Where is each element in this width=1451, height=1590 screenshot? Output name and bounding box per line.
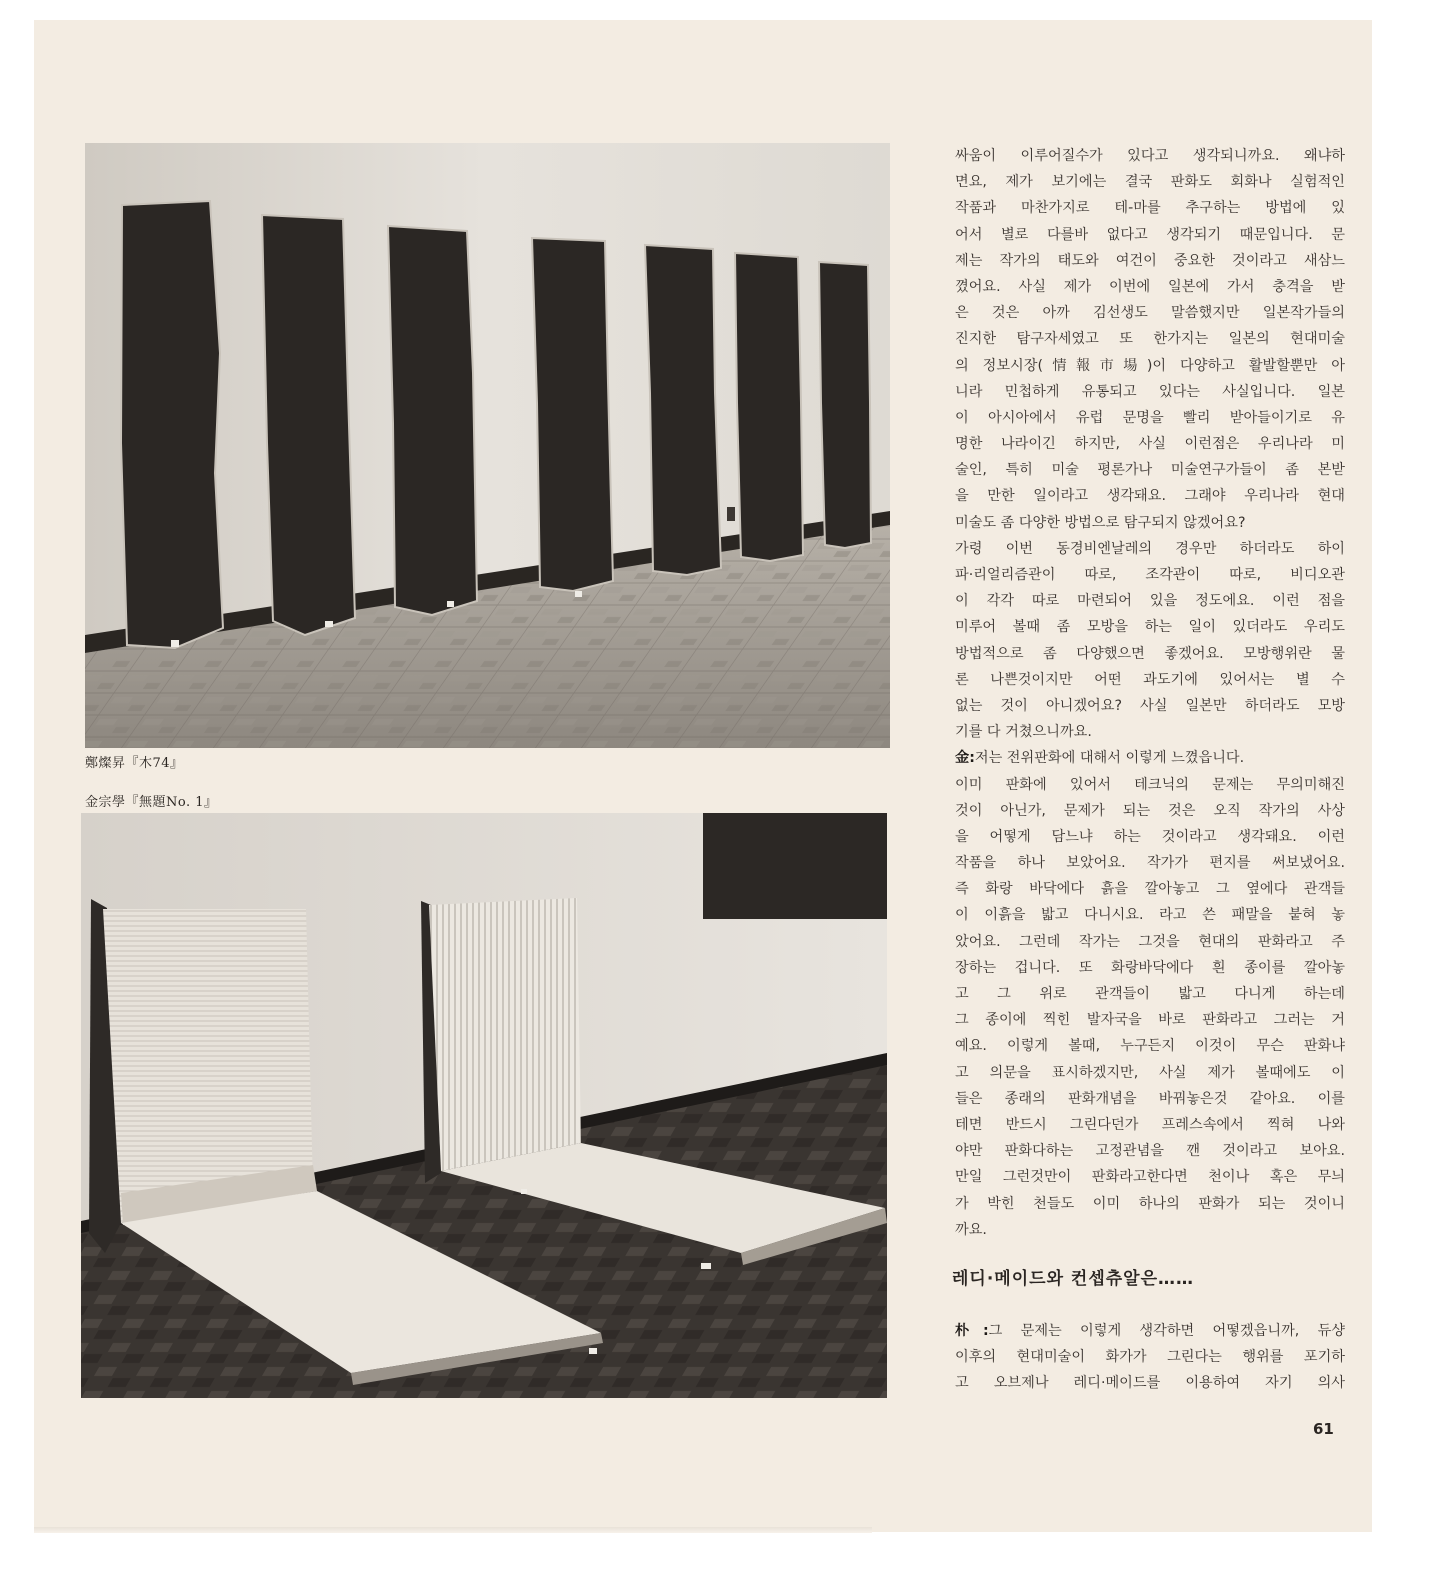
body-line: 없는 것이 아니겠어요? 사실 일본만 하더라도 모방 xyxy=(955,697,1345,714)
body-line: 싸움이 이루어질수가 있다고 생각되니까요. 왜냐하 xyxy=(955,148,1345,164)
body-line: 꼈어요. 사실 제가 이번에 일본에 가서 충격을 받 xyxy=(955,278,1345,295)
body-line: 가 박힌 천들도 이미 하나의 판화가 되는 것이니 xyxy=(955,1195,1345,1212)
park-paragraph-start xyxy=(955,1318,1345,1344)
body-line: 술인, 특히 미술 평론가나 미술연구가들이 좀 본받 xyxy=(955,462,1345,479)
body-line: 들은 종래의 판화개념을 바꿔놓은것 같아요. 이를 xyxy=(955,1090,1345,1107)
body-line: 고 그 위로 관객들이 밟고 다니게 하는데 xyxy=(955,986,1345,1002)
body-line: 이후의 현대미술이 화가가 그린다는 행위를 포기하 xyxy=(955,1349,1345,1366)
body-line: 니라 민첩하게 유통되고 있다는 사실입니다. 일본 xyxy=(955,383,1345,400)
body-line: 이 각각 따로 마련되어 있을 정도에요. 이런 점을 xyxy=(955,593,1345,610)
body-line: 야만 판화다하는 고정관념을 깬 것이라고 보아요. xyxy=(955,1143,1345,1160)
body-line: 장하는 겁니다. 또 화랑바닥에다 흰 종이를 깔아놓 xyxy=(955,959,1345,976)
body-line: 저는 전위판화에 대해서 이렇게 느꼈읍니다. xyxy=(974,750,1245,767)
article-column xyxy=(955,143,1345,1243)
photo2-caption: 金宗學『無題No. 1』 xyxy=(85,795,218,810)
body-line: 가령 이번 동경비엔날레의 경우만 하더라도 하이 xyxy=(955,540,1345,557)
print-installation-photo xyxy=(81,813,887,1398)
body-line: 명한 나라이긴 하지만, 사실 이런점은 우리나라 미 xyxy=(955,436,1345,453)
print-installation-photo-graphic xyxy=(81,813,887,1398)
body-line: 그 종이에 찍힌 발자국을 바로 판화라고 그러는 거 xyxy=(955,1012,1345,1029)
body-line: 이 아시아에서 유럽 문명을 빨리 받아들이기로 유 xyxy=(955,409,1345,426)
body-line: 고 오브제나 레디·메이드를 이용하여 자기 의사 xyxy=(955,1375,1345,1392)
body-line: 미루어 볼때 좀 모방을 하는 일이 있더라도 우리도 xyxy=(955,619,1345,636)
body-line: 테면 반드시 그린다던가 프레스속에서 찍혀 나와 xyxy=(955,1116,1345,1133)
body-line: 이 이흙을 밟고 다니시요. 라고 쓴 패말을 붙혀 놓 xyxy=(955,907,1345,924)
body-line: 고 의문을 표시하겠지만, 사실 제가 볼때에도 이 xyxy=(955,1064,1345,1081)
section-heading: 레디·메이드와 컨셉츄알은…… xyxy=(952,1269,1195,1289)
wood-planks-installation-photo xyxy=(85,143,890,748)
body-line: 의 정보시장(情報市場)이 다양하고 활발할뿐만 아 xyxy=(955,357,1345,374)
body-line: 즉 화랑 바닥에다 흙을 깔아놓고 그 옆에다 관객들 xyxy=(955,881,1345,898)
speaker-park: 朴: xyxy=(955,1323,989,1339)
body-line: 을 만한 일이라고 생각돼요. 그래야 우리나라 현대 xyxy=(955,488,1345,505)
body-line: 미술도 좀 다양한 방법으로 탐구되지 않겠어요? xyxy=(955,514,1246,531)
photo1-caption: 鄭燦昇『木74』 xyxy=(85,756,184,771)
article-column-continued xyxy=(955,1318,1345,1397)
body-line: 이미 판화에 있어서 테크닉의 문제는 무의미해진 xyxy=(955,776,1345,793)
body-line: 파·리얼리즘관이 따로, 조각관이 따로, 비디오관 xyxy=(955,567,1345,583)
body-line: 았어요. 그런데 작가는 그것을 현대의 판화라고 주 xyxy=(955,933,1345,950)
body-line: 어서 별로 다를바 없다고 생각되기 때문입니다. 문 xyxy=(955,226,1345,243)
body-line: 진지한 탐구자세였고 또 한가지는 일본의 현대미술 xyxy=(955,331,1345,348)
body-line: 기를 다 거쳤으니까요. xyxy=(955,724,1092,741)
body-line: 론 나쁜것이지만 어떤 과도기에 있어서는 별 수 xyxy=(955,671,1345,688)
kim-paragraph-start xyxy=(955,745,1345,771)
body-line: 작품을 하나 보았어요. 작가가 편지를 써보냈어요. xyxy=(955,855,1345,872)
body-line: 만일 그런것만이 판화라고한다면 천이나 혹은 무늬 xyxy=(955,1169,1345,1186)
speaker-kim: 金: xyxy=(955,750,975,767)
body-line: 방법적으로 좀 다양했으면 좋겠어요. 모방행위란 물 xyxy=(955,645,1345,662)
page-fold xyxy=(34,1527,872,1533)
body-line: 까요. xyxy=(955,1221,987,1238)
body-line: 그 문제는 이렇게 생각하면 어떻겠읍니까, 듀샹 xyxy=(988,1323,1345,1339)
body-line: 제는 작가의 태도와 여건이 중요한 것이라고 새삼느 xyxy=(955,252,1345,269)
body-line: 작품과 마찬가지로 테-마를 추구하는 방법에 있 xyxy=(955,200,1345,217)
body-line: 것이 아닌가, 문제가 되는 것은 오직 작가의 사상 xyxy=(955,802,1345,819)
body-line: 예요. 이렇게 볼때, 누구든지 이것이 무슨 판화냐 xyxy=(955,1038,1345,1055)
page-number: 61 xyxy=(1313,1420,1334,1438)
body-line: 을 어떻게 담느냐 하는 것이라고 생각돼요. 이런 xyxy=(955,828,1345,845)
body-line: 면요, 제가 보기에는 결국 판화도 회화나 실험적인 xyxy=(955,174,1345,191)
body-line: 은 것은 아까 김선생도 말씀했지만 일본작가들의 xyxy=(955,305,1345,322)
wood-planks-photo-graphic xyxy=(85,143,890,748)
